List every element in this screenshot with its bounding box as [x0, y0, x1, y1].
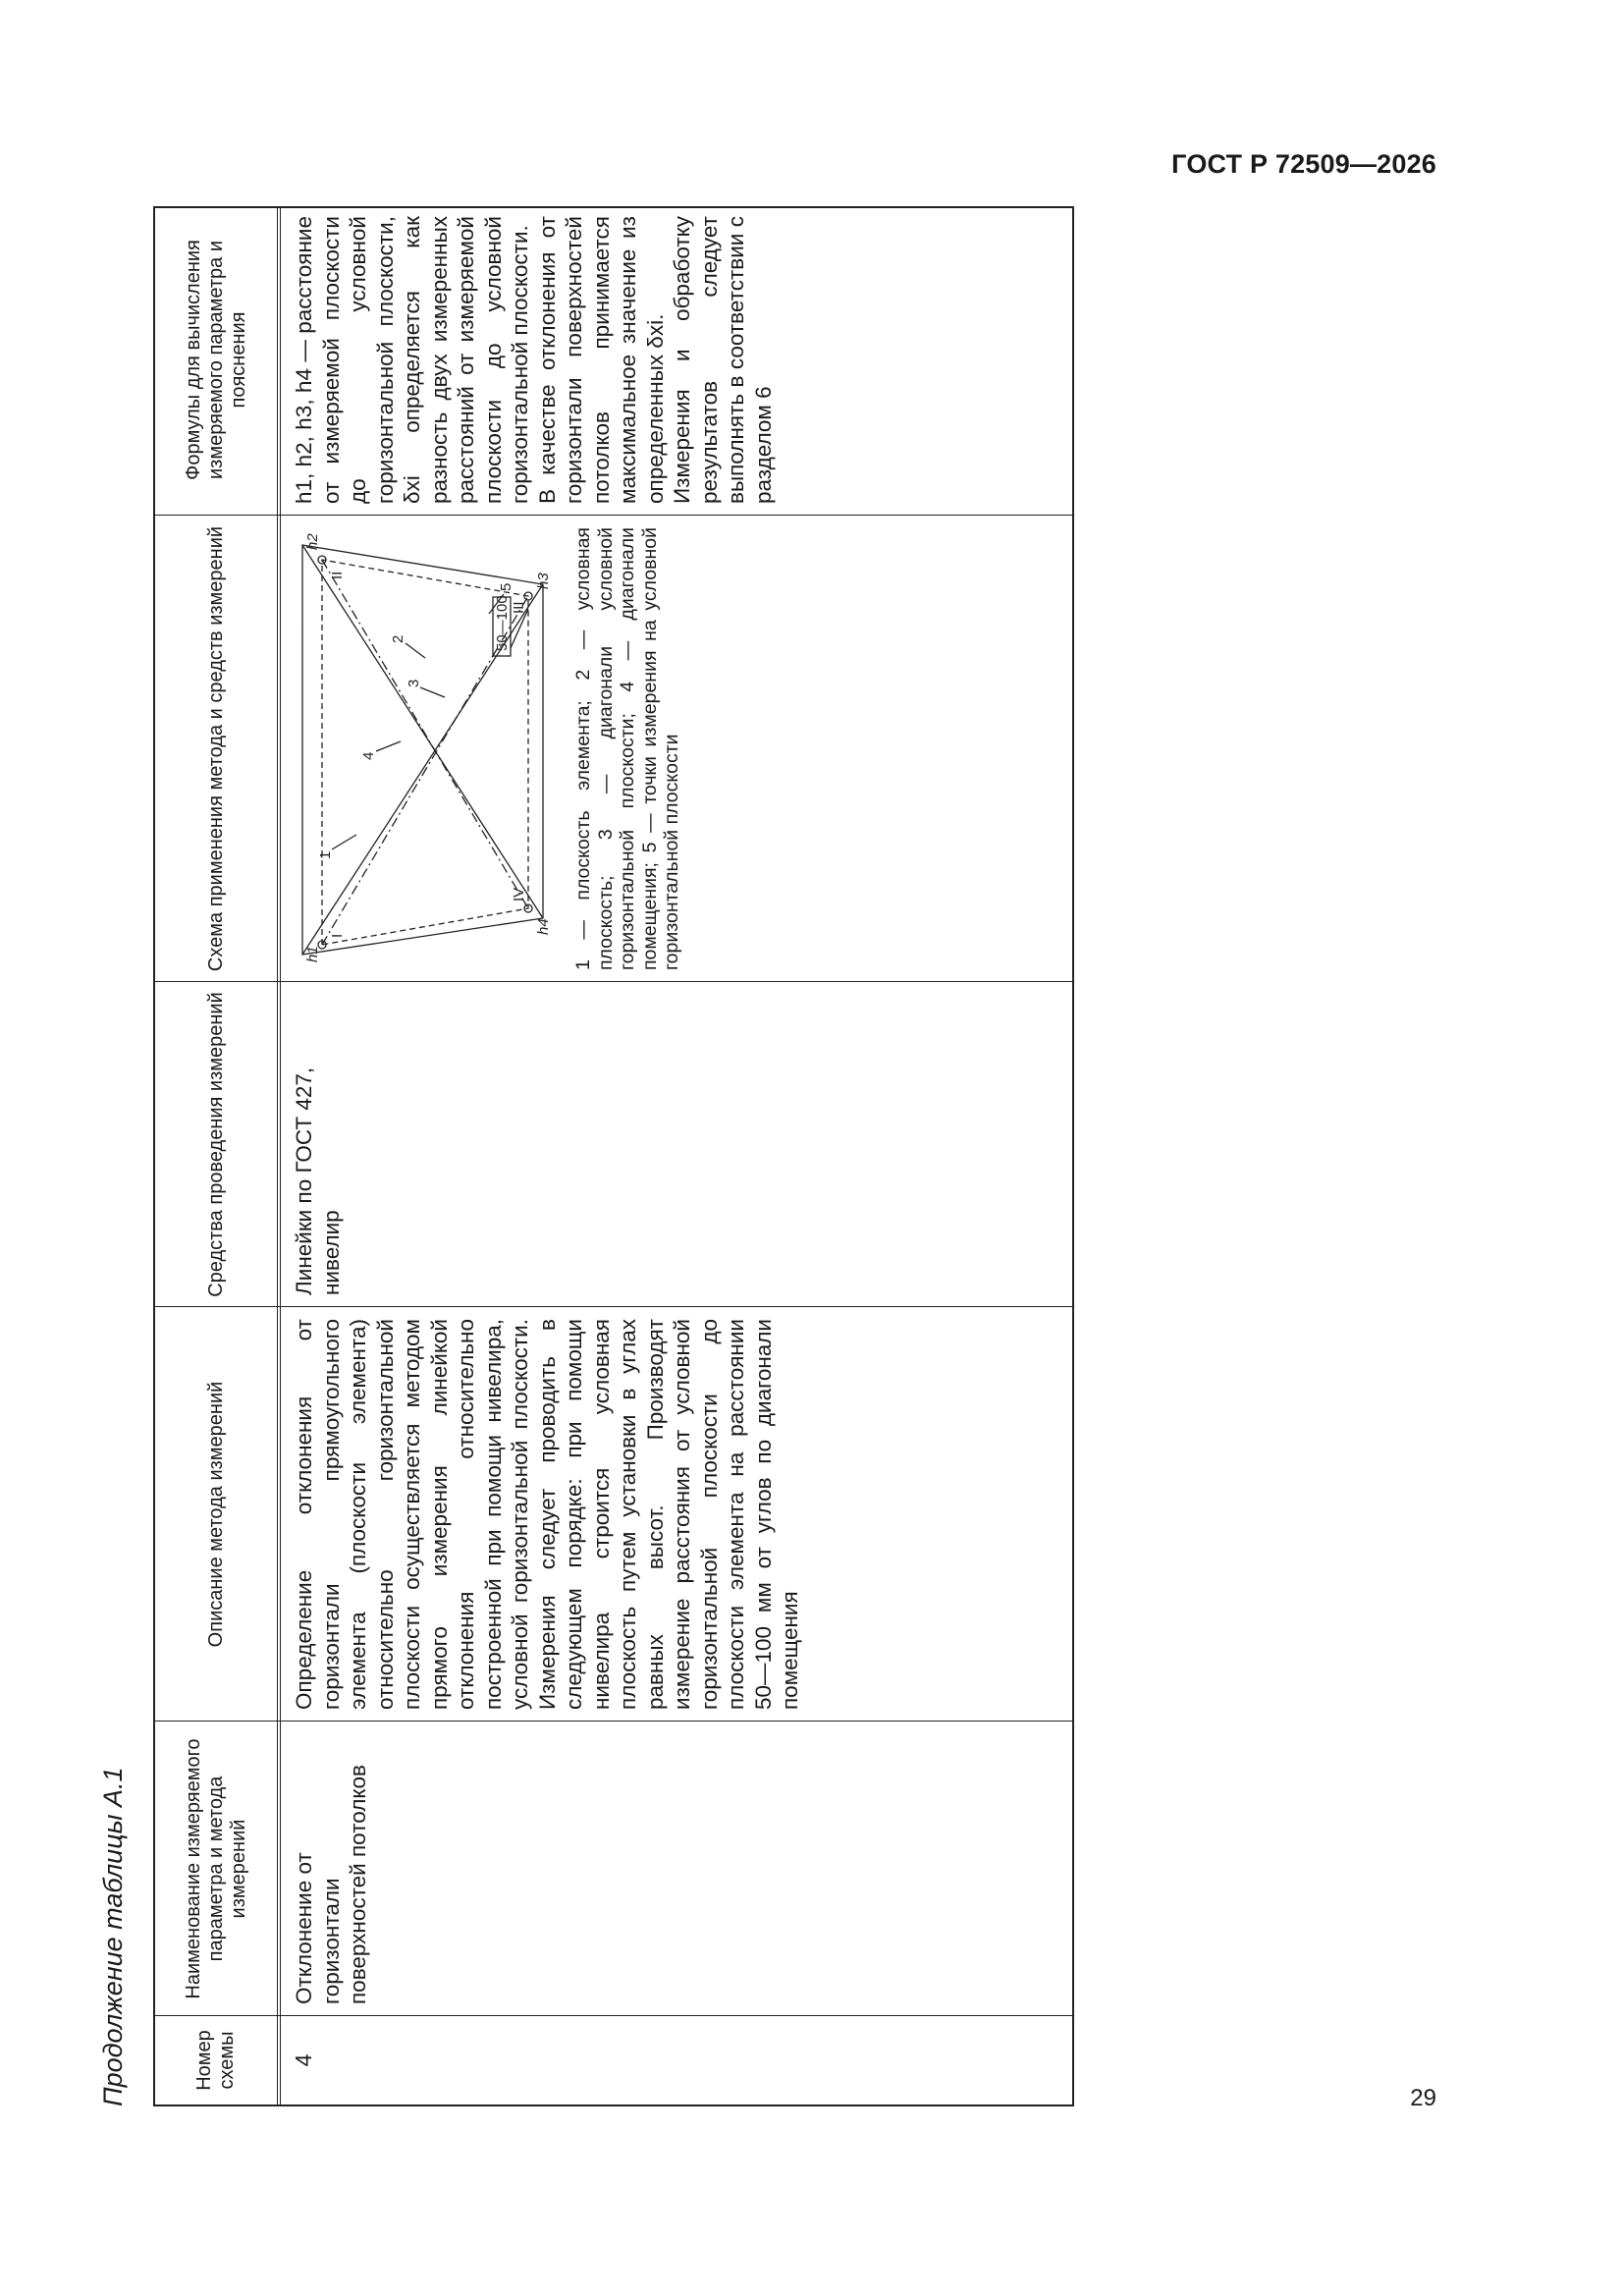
header-desc: Описание метода измерений: [204, 1381, 227, 1648]
roman-III: III: [511, 601, 527, 614]
rotated-table-block: [98, 206, 1074, 2106]
formulas-cell: [283, 204, 777, 516]
dimension-label: 50—100: [494, 595, 511, 651]
h4-label: h4: [535, 918, 552, 935]
table: [153, 206, 1074, 2106]
header-formulas: Формулы для вычисления измеряемого параметра и пояснения: [182, 240, 249, 480]
formulas-paragraph-3: Измерения и обработку результатов следует выполнять в соответствии с разделом 6: [670, 216, 776, 504]
callout-2: 2: [390, 634, 406, 643]
table-caption: Продолжение таблицы А.1: [98, 1767, 128, 2106]
header-scheme: Схема применения метода и средств измерений: [204, 525, 227, 972]
scheme-legend: 1 — плоскость элемента; 2 — условная плоскость; 3 — диагонали условной горизонтальной плоскости; 4 — диагонали помещения; 5 — точки измерения на условной горизонтальной плоскости: [572, 527, 682, 970]
scheme-cell: [283, 516, 695, 982]
h1-label: h1: [304, 946, 321, 962]
callout-4: 4: [360, 751, 377, 760]
page-number: 29: [1410, 2085, 1436, 2111]
measurement-tools: Линейки по ГОСТ 427, нивелир: [292, 1066, 344, 1295]
header-name: Наименование измеряемого параметра и метода измерений: [182, 1738, 249, 1999]
roman-I: I: [329, 933, 346, 938]
parameter-name: Отклонение от горизонтали поверхностей потолков: [292, 1765, 370, 2004]
header-tools: Средства проведения измерений: [204, 992, 227, 1297]
document-code: ГОСТ Р 72509—2026: [1171, 149, 1436, 179]
h3-label: h3: [535, 573, 552, 589]
scheme-diagram: [283, 516, 568, 982]
row-number: 4: [291, 2053, 316, 2067]
callout-3: 3: [406, 679, 422, 687]
header-num: Номер схемы: [193, 2030, 238, 2091]
formulas-paragraph-2: В качестве отклонения от горизонтали поверхностей потолков принимается максимальное значение из определенных δxi.: [534, 216, 668, 504]
formulas-paragraph-1: h1, h2, h3, h4 — расстояние от измеряемой плоскости до условной горизонтальной плоскости, δxi определяется как разность двух измеренных расстояний от измеряемой плоскости до условной горизонтальной плоскости.: [292, 216, 532, 504]
callout-1: 1: [317, 850, 334, 859]
roman-IV: IV: [511, 887, 527, 902]
h2-label: h2: [304, 533, 321, 550]
callout-5: 5: [498, 582, 514, 591]
roman-II: II: [329, 571, 346, 579]
method-description: Определение отклонения от горизонтали прямоугольного элемента (плоскости элемента) относительно горизонтальной плоскости осуществляется методом прямого измерения линейкой отклонения относительно построенной при помощи нивелира, условной горизонтальной плоскости. Измерения следует проводить в следующем порядке: при помощи нивелира строится условная плоскость путем установки в углах равных высот. Производят измерение расстояния от условной горизонтальной плоскости до плоскости элемента на расстоянии 50—100 мм от углов по диагонали помещения: [292, 1319, 802, 1710]
